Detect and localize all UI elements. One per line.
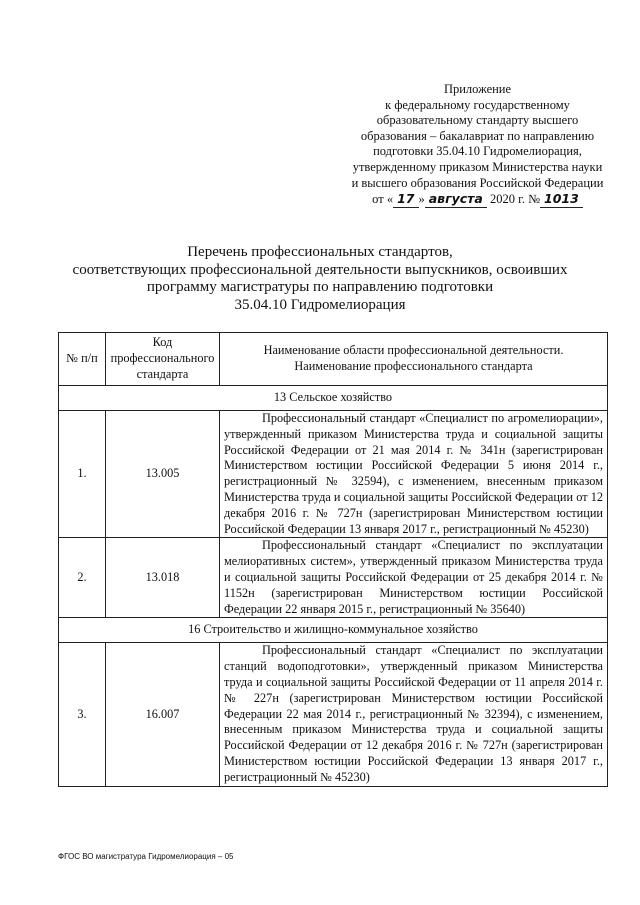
page-footer: ФГОС ВО магистратура Гидромелиорация – 05 <box>58 852 234 861</box>
row-text: Профессиональный стандарт «Специалист по эксплуатации станций водоподготовки», утвержденный приказом Министерства труда и социальной защиты Российской Федерации от 11 апреля 2014 г. № 227н (зарегистрирован Министерством юстиции Российской Федерации 22 мая 2014 г., регистрационный № 32394), с изменением, внесенным приказом Министерства труда и социальной защиты Российской Федерации от 12 декабря 2016 г. № 727н (зарегистрирован Министерством юстиции Российской Федерации 13 января 2017 г., регистрационный № 45230) <box>220 643 608 786</box>
title-line: программу магистратуры по направлению подготовки <box>146 279 494 295</box>
date-day: 17 <box>393 191 418 208</box>
section-row <box>59 618 608 643</box>
header-num: № п/п <box>59 333 106 386</box>
row-text: Профессиональный стандарт «Специалист по эксплуатации мелиоративных систем», утвержденный приказом Министерства труда и социальной защиты Российской Федерации от 25 декабря 2014 г. № 1152н (зарегистрирован Министерством юстиции Российской Федерации 22 января 2015 г., регистрационный № 35640) <box>220 538 608 618</box>
standards-table <box>58 332 608 787</box>
appendix-line: утвержденному приказом Министерства науки <box>352 159 603 174</box>
row-code: 13.018 <box>106 538 220 618</box>
row-code: 13.005 <box>106 411 220 538</box>
table-header-row <box>59 333 608 386</box>
order-number: 1013 <box>540 191 583 208</box>
appendix-block <box>330 82 625 208</box>
header-name: Наименование области профессиональной деятельности. Наименование профессионального стандарта <box>220 333 608 386</box>
date-mid: » <box>418 192 425 207</box>
table-row <box>59 411 608 538</box>
appendix-line: и высшего образования Российской Федерации <box>351 175 604 190</box>
header-code: Код профессионального стандарта <box>106 333 220 386</box>
row-text: Профессиональный стандарт «Специалист по агромелиорации», утвержденный приказом Министерства труда и социальной защиты Российской Федерации от 21 мая 2014 г. № 341н (зарегистрирован Министерством юстиции Российской Федерации 5 июня 2014 г., регистрационный № 32594), с изменением, внесенным приказом Министерства труда и социальной защиты Российской Федерации от 12 декабря 2016 г. № 727н (зарегистрирован Министерством юстиции Российской Федерации 13 января 2017 г., регистрационный № 45230) <box>220 411 608 538</box>
appendix-line: образовательному стандарту высшего <box>376 113 579 128</box>
row-num: 3. <box>59 643 106 786</box>
date-suffix: 2020 г. № <box>486 192 541 207</box>
table-row <box>59 643 608 786</box>
appendix-date <box>330 191 625 208</box>
appendix-line: подготовки 35.04.10 Гидромелиорация, <box>373 144 582 159</box>
section-title: 13 Сельское хозяйство <box>59 386 608 411</box>
title-line: соответствующих профессиональной деятельности выпускников, освоивших <box>72 261 568 278</box>
appendix-line: образования – бакалавриат по направлению <box>360 128 595 143</box>
row-num: 2. <box>59 538 106 618</box>
title-line: Перечень профессиональных стандартов, <box>187 244 453 260</box>
appendix-line: Приложение <box>443 82 512 96</box>
row-num: 1. <box>59 411 106 538</box>
date-prefix: от « <box>372 192 394 207</box>
row-code: 16.007 <box>106 643 220 786</box>
section-title: 16 Строительство и жилищно-коммунальное хозяйство <box>59 618 608 643</box>
table-row <box>59 538 608 618</box>
appendix-line: к федеральному государственному <box>385 97 570 112</box>
document-title <box>40 244 600 314</box>
title-line: 35.04.10 Гидромелиорация <box>234 296 406 313</box>
date-month: августа <box>425 191 487 208</box>
section-row <box>59 386 608 411</box>
